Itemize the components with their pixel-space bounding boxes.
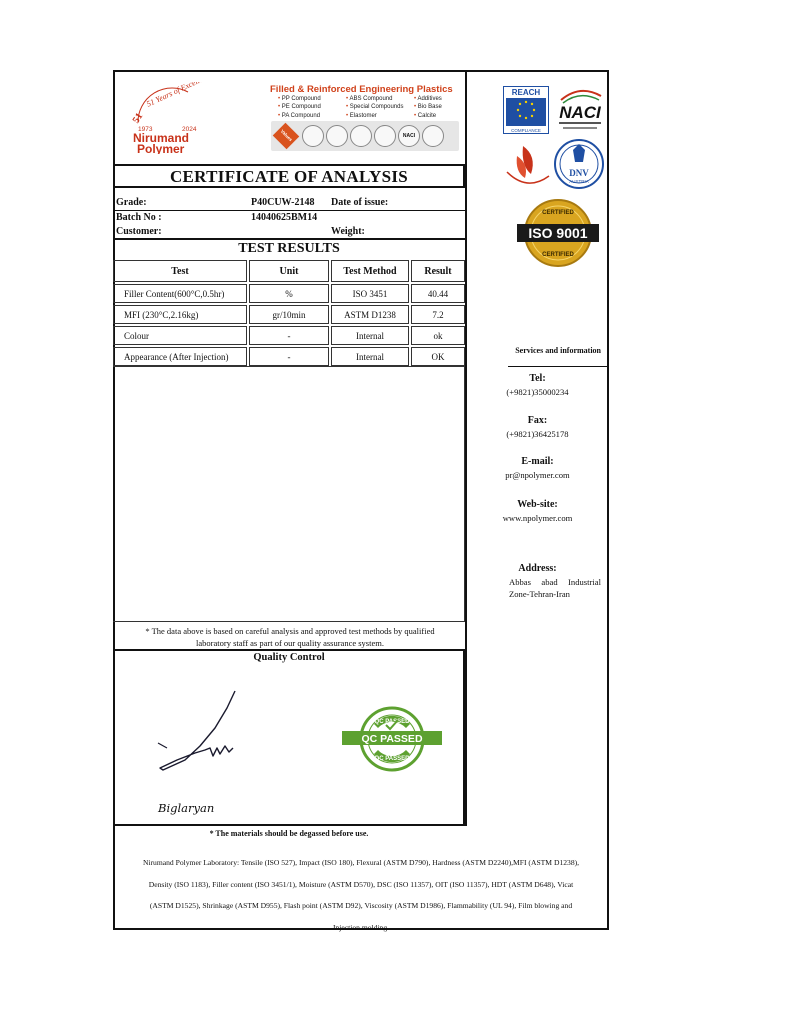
product-item: • PA Compound	[278, 112, 346, 120]
header-test: Test	[113, 260, 247, 282]
row-test: Colour	[113, 326, 247, 345]
product-item: • Additives	[414, 95, 482, 103]
company-logo	[128, 82, 220, 154]
quality-control-title: Quality Control	[253, 652, 325, 663]
row-result: ok	[411, 326, 465, 345]
column-divider	[465, 70, 467, 826]
header-method: Test Method	[331, 260, 409, 282]
note-line: laboratory staff as part of our quality assurance system.	[196, 638, 384, 648]
meta-divider-bottom	[113, 238, 465, 240]
award-logo	[503, 136, 555, 192]
quality-icon	[326, 125, 348, 147]
iso-9001-seal	[517, 198, 599, 268]
date-label: Date of issue:	[331, 197, 389, 208]
row-result: OK	[411, 347, 465, 366]
recycle-icon	[302, 125, 324, 147]
fax-value: (+9821)36425178	[506, 429, 569, 439]
tel-value: (+9821)35000234	[506, 387, 569, 397]
weight-label: Weight:	[331, 226, 365, 237]
product-item: • Elastomer	[346, 112, 414, 120]
website-value[interactable]: www.npolymer.com	[502, 513, 573, 523]
product-item: • Calcite	[414, 112, 482, 120]
results-empty-area	[113, 366, 465, 622]
product-item: • ABS Compound	[346, 95, 414, 103]
reach-logo	[503, 86, 549, 134]
grade-label: Grade:	[116, 197, 147, 208]
meta-divider	[113, 210, 465, 211]
header-result: Result	[411, 260, 465, 282]
services-divider	[508, 366, 609, 367]
dnv-label: DNV	[569, 168, 589, 178]
svg-text:51: 51	[130, 111, 146, 126]
reach-label: REACH	[511, 88, 541, 97]
customer-label: Customer:	[116, 226, 162, 237]
row-method: Internal	[331, 347, 409, 366]
dnv-logo	[553, 136, 605, 192]
test-results-title: TEST RESULTS	[238, 241, 340, 256]
row-method: ASTM D1238	[331, 305, 409, 324]
row-method: ISO 3451	[331, 284, 409, 303]
iso-label: ISO 9001	[528, 225, 588, 241]
tel-label: Tel:	[529, 373, 546, 384]
qc-passed-stamp	[342, 706, 442, 772]
row-unit: %	[249, 284, 329, 303]
environment-icon	[350, 125, 372, 147]
stamp-top-text: QC PASSED	[374, 719, 410, 725]
products-list	[278, 95, 482, 120]
products-title: Filled & Reinforced Engineering Plastics	[270, 84, 453, 95]
footer-line: Density (ISO 1183), Filler content (ISO 3451/1), Moisture (ASTM D570), DSC (ISO 11357), OIT (ISO 11357), HDT (ASTM D648), Vicat	[148, 879, 574, 889]
row-test: MFI (230°C,2.16kg)	[113, 305, 247, 324]
signer-name: Biglaryan	[158, 801, 215, 815]
iso-top-text: CERTIFIED	[542, 210, 574, 216]
row-unit: -	[249, 347, 329, 366]
note-line: * The data above is based on careful analysis and approved test methods by qualified	[145, 626, 435, 636]
row-result: 7.2	[411, 305, 465, 324]
address-value: Abbas abad Industrial Zone-Tehran-Iran	[509, 577, 601, 599]
product-item: • PE Compound	[278, 103, 346, 111]
address-label: Address:	[518, 563, 557, 574]
product-item: • Special Compounds	[346, 103, 414, 111]
years-text: 51 Years of Excellence	[145, 82, 215, 109]
product-item: • Bio Base	[414, 103, 482, 111]
year-start: 1973	[138, 126, 153, 133]
product-item: • PP Compound	[278, 95, 346, 103]
company-name-2: Polymer	[137, 142, 185, 154]
row-method: Internal	[331, 326, 409, 345]
analysis-note	[115, 625, 465, 649]
header-unit: Unit	[249, 260, 329, 282]
row-unit: gr/10min	[249, 305, 329, 324]
iso-bottom-text: CERTIFIED	[542, 252, 574, 258]
email-label: E-mail:	[521, 456, 554, 467]
row-unit: -	[249, 326, 329, 345]
stamp-main-text: QC PASSED	[361, 733, 423, 745]
footer-line: Nirumand Polymer Laboratory: Tensile (ISO 527), Impact (ISO 180), Flexural (ASTM D790), Hardness (ASTM D2240),MFI (ASTM D1238),	[142, 858, 580, 867]
certificate-title: CERTIFICATE OF ANALYSIS	[113, 164, 465, 188]
signature	[155, 688, 245, 773]
naci-small-icon: NACI	[398, 125, 420, 147]
laboratory-footer	[116, 852, 606, 938]
row-test: Appearance (After Injection)	[113, 347, 247, 366]
dnv-sub: AUSTRIA	[569, 179, 589, 184]
stamp-bottom-text: QC PASSED	[374, 756, 410, 762]
email-value[interactable]: pr@npolymer.com	[505, 470, 570, 480]
row-result: 40.44	[411, 284, 465, 303]
website-label: Web-site:	[517, 499, 558, 510]
footer-line: Injection molding.	[332, 922, 390, 932]
values-badge: Values	[273, 123, 300, 150]
row-test: Filler Content(600°C,0.5hr)	[113, 284, 247, 303]
eco-icon	[374, 125, 396, 147]
footer-line: (ASTM D1525), Shrinkage (ASTM D955), Flash point (ASTM D92), Viscosity (ASTM D1986), Flammability (UL 94), Film blowing and	[149, 901, 573, 910]
reach-sub: COMPLIANCE	[511, 128, 541, 133]
fax-label: Fax:	[527, 415, 548, 426]
batch-value: 14040625BM14	[251, 212, 318, 223]
degas-note: * The materials should be degassed before use.	[209, 829, 369, 838]
company-name-1: Nirumand	[133, 131, 190, 145]
year-end: 2024	[182, 126, 197, 133]
naci-logo	[553, 84, 607, 134]
grade-value: P40CUW-2148	[251, 197, 315, 208]
services-title: Services and information	[515, 346, 601, 355]
standard-icon	[422, 125, 444, 147]
naci-label: NACI	[559, 103, 601, 122]
batch-label: Batch No :	[116, 212, 162, 223]
